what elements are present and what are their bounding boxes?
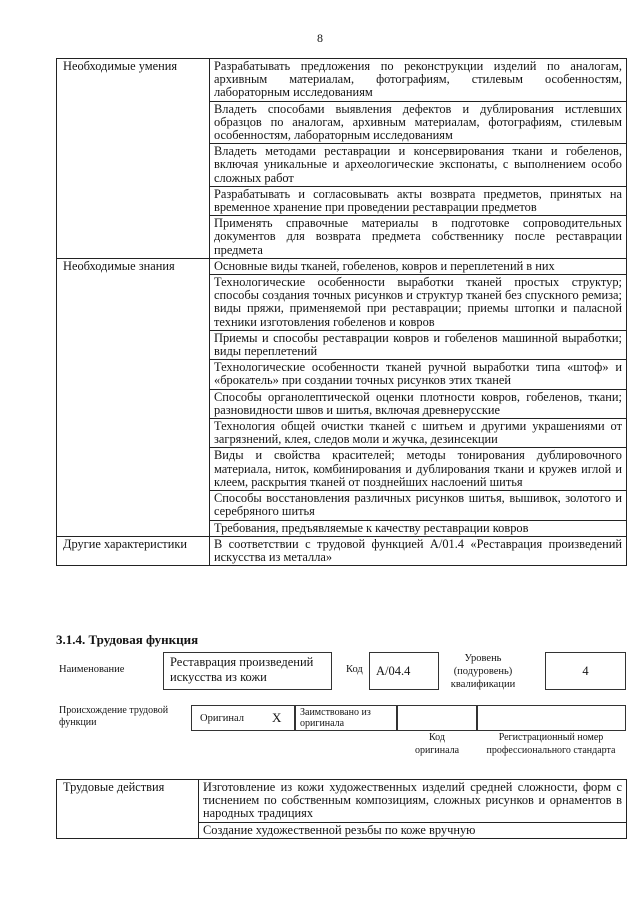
code-original-caption: Код оригинала [414,732,460,756]
table-row [57,258,627,274]
name-label: Наименование [59,664,125,675]
page-number: 8 [317,31,323,45]
table-cell: Основные виды тканей, гобеленов, ковров и переплетений в них [210,258,627,274]
table-cell: Требования, предъявляемые к качеству реставрации ковров [210,520,627,536]
level-value: 4 [582,664,589,678]
table-cell: Технологические особенности тканей ручной выработки типа «штоф» и «брокатель» при создании точных рисунков этих тканей [210,360,627,389]
origin-label: Происхождение трудовой функции [59,705,169,728]
table-cell: Способы восстановления различных рисунков шитья, вышивок, золотого и серебряного шитья [210,491,627,520]
table-cell: Технологические особенности выработки тканей простых структур; способы создания точных рисунков и структур тканей без спускного ремиза; виды пряжи, применяемой при реставрации; приемы штопки и паласной техники изготовления гобеленов и ковров [210,275,627,331]
section-title: 3.1.4. Трудовая функция [56,632,199,647]
level-field [545,652,626,690]
table-row [57,536,627,565]
table-cell: Изготовление из кожи художественных изделий средней сложности, форм с тиснением по собственным композициям, сложных рисунков и орнаментов в народных традициях [199,780,627,823]
table-cell: Разрабатывать и согласовывать акты возврата предметов, принятых на временное хранение при проведении реставрации предметов [210,186,627,215]
table-cell: В соответствии с трудовой функцией А/01.4 «Реставрация произведений искусства из металла» [210,536,627,565]
table-cell: Создание художественной резьбы по коже вручную [199,822,627,838]
level-label: Уровень (подуровень) квалификации [450,653,516,690]
code-original-field [397,705,477,731]
table-cell: Владеть методами реставрации и консервирования ткани и гобеленов, включая уникальные и археологические экспонаты, с выполнением особо сложных работ [210,144,627,187]
name-value: Реставрация произведений искусства из кожи [170,655,314,684]
original-cell [191,705,295,731]
table-row [57,780,627,823]
actions-table [56,779,627,839]
table-cell: Приемы и способы реставрации ковров и гобеленов машинной выработки; виды переплетений [210,330,627,359]
code-value: A/04.4 [376,664,411,678]
reg-number-caption: Регистрационный номер профессионального стандарта [486,732,616,756]
table-cell: Применять справочные материалы в подготовке сопроводительных документов для возврата предмета собственнику после реставрации предмета [210,216,627,259]
table-cell: Разрабатывать предложения по реконструкции изделий по аналогам, архивным материалам, фотографиям, стилевым особенностям, лабораторным исследованиям [210,59,627,102]
table-cell: Технология общей очистки тканей с шитьем и другими украшениями от загрязнений, клея, следов моли и жучка, дезинсекции [210,419,627,448]
row-label-actions: Трудовые действия [57,780,199,839]
code-label: Код [346,664,363,675]
table-cell: Владеть способами выявления дефектов и дублирования истлевших образцов по аналогам, архивным материалам, фотографиям, стилевым особенностям, лабораторным исследованиям [210,101,627,144]
requirements-table [56,58,627,566]
original-mark: X [272,710,282,725]
code-field [369,652,439,690]
reg-number-field [477,705,626,731]
row-label-skills: Необходимые умения [57,59,210,259]
name-field [163,652,332,690]
borrowed-cell [295,705,397,731]
table-cell: Виды и свойства красителей; методы тонирования дублировочного материала, ниток, комбинирования и дублирования ткани и кружев иглой и клеем, раскрытия тканей от позднейших наслоений шитья [210,448,627,491]
original-label: Оригинал [200,713,244,724]
table-cell: Способы органолептической оценки плотности ковров, гобеленов, ткани; разновидности швов и шитья, включая древнерусские [210,389,627,418]
borrowed-label: Заимствовано из оригинала [300,707,371,729]
row-label-knowledge: Необходимые знания [57,258,210,536]
row-label-other: Другие характеристики [57,536,210,565]
table-row [57,59,627,102]
